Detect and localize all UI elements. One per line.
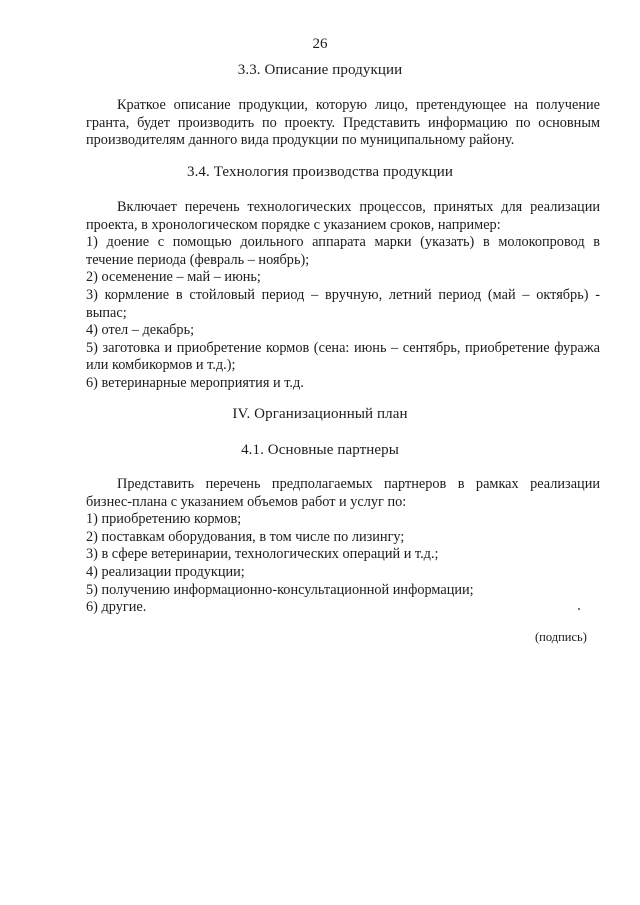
scan-speck <box>578 608 580 610</box>
list-item: 4) реализации продукции; <box>86 563 245 580</box>
heading-3-3: 3.3. Описание продукции <box>237 62 403 78</box>
heading-4-1: 4.1. Основные партнеры <box>241 442 399 458</box>
heading-3-4: 3.4. Технология производства продукции <box>186 164 453 180</box>
section-3-4-intro: Включает перечень технологических процессов, принятых для реализации проекта, в хронологическом порядке с указанием сроков, например: <box>86 199 600 233</box>
section-3-3-paragraph: Краткое описание продукции, которую лицо, претендующее на получение гранта, будет производить по проекту. Представить информацию по основным производителям данного вида продукции по муниципальному району. <box>86 97 600 149</box>
list-item: 1) доение с помощью доильного аппарата марки (указать) в молокопровод в течение периода (февраль – ноябрь); <box>86 234 600 268</box>
heading-iv: IV. Организационный план <box>232 406 408 422</box>
section-3-4-body <box>86 199 600 393</box>
list-item: 5) заготовка и приобретение кормов (сена: июнь – сентябрь, приобретение фуража или комбикормов и т.д.); <box>86 339 600 374</box>
list-item: 6) ветеринарные мероприятия и т.д. <box>86 374 304 391</box>
section-4-1-body <box>86 476 600 617</box>
section-4-1-intro: Представить перечень предполагаемых партнеров в рамках реализации бизнес-плана с указанием объемов работ и услуг по: <box>86 476 600 510</box>
list-item: 2) поставкам оборудования, в том числе по лизингу; <box>86 528 405 545</box>
list-item: 1) приобретению кормов; <box>86 511 242 528</box>
page-number: 26 <box>312 36 328 52</box>
section-3-3-text <box>86 97 600 150</box>
signature-label: (подпись) <box>535 630 587 644</box>
list-item: 4) отел – декабрь; <box>86 322 195 339</box>
list-item: 5) получению информационно-консультационной информации; <box>86 581 474 598</box>
list-item: 3) в сфере ветеринарии, технологических операций и т.д.; <box>86 546 439 563</box>
list-item: 3) кормление в стойловый период – вручную, летний период (май – октябрь) - выпас; <box>86 286 600 321</box>
list-item: 6) другие. <box>86 599 147 616</box>
list-item: 2) осеменение – май – июнь; <box>86 269 261 286</box>
